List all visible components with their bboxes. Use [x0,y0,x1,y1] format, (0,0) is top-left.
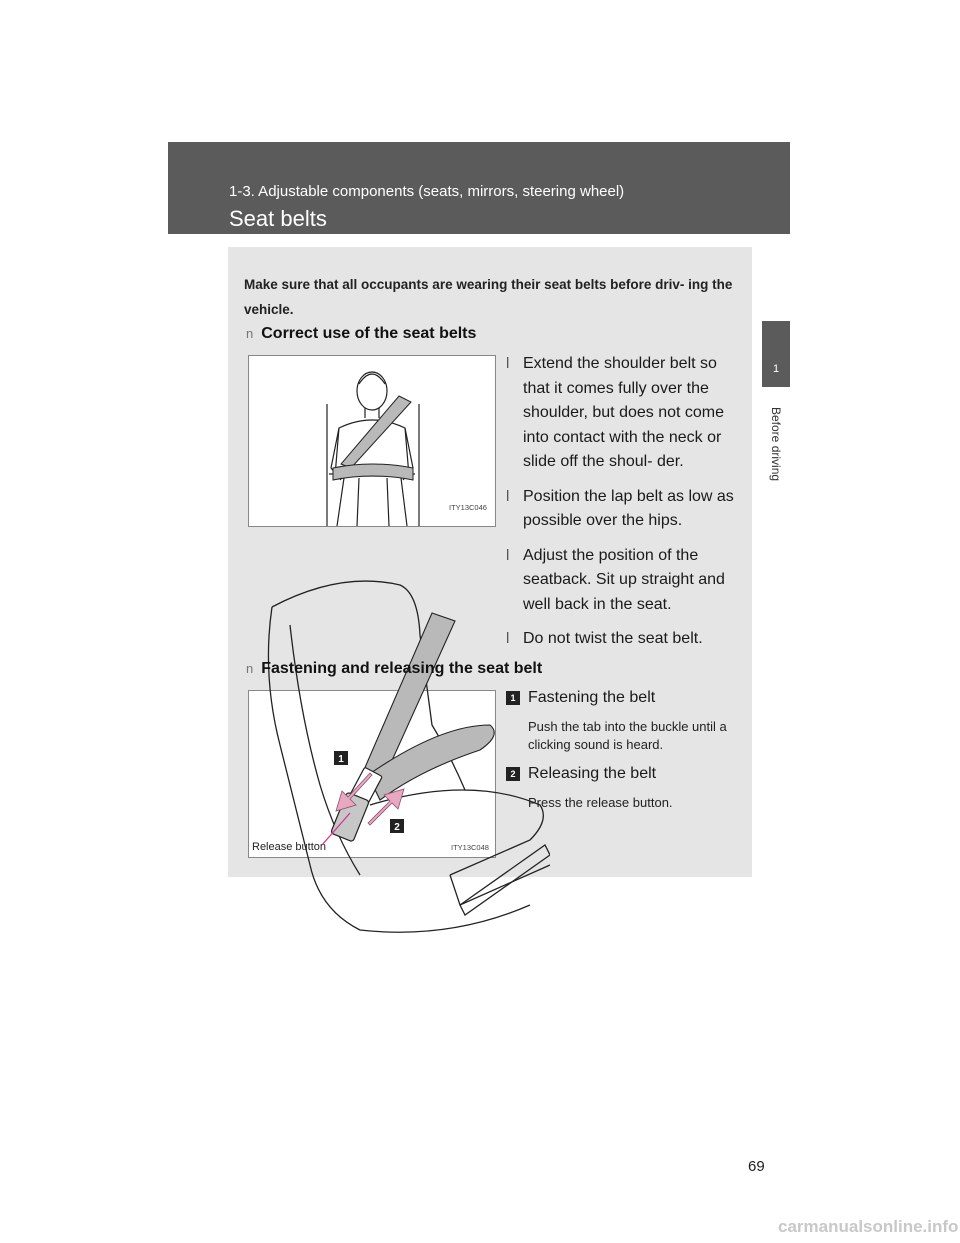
bullet-icon: l [506,546,510,564]
intro-text: Make sure that all occupants are wearing their seat belts before driv‑ ing the vehicle. [244,277,733,317]
figure-code: ITY13C046 [449,503,487,512]
bullet-icon: l [506,487,510,505]
step-description: Press the release button. [528,795,673,810]
heading-fastening [246,660,542,678]
step-title: Fastening the belt [528,689,656,706]
step-number-badge: 1 [506,691,520,705]
list-item [506,352,746,475]
figure-code: ITY13C048 [451,843,489,852]
bullet-text: Adjust the position of the seatback. Sit up straight and well back in the seat. [523,546,725,613]
step-description: Push the tab into the buckle until a clicking sound is heard. [528,719,727,752]
chapter-number: 1 [772,363,780,375]
list-item [506,485,746,534]
step-releasing [506,764,746,812]
release-button-label: Release button [252,841,326,853]
heading-marker: n [246,326,254,341]
heading-correct-use [246,325,476,343]
figure-seated-person [248,355,496,527]
bullet-text: Position the lap belt as low as possible over the hips. [523,487,734,529]
heading-label: Correct use of the seat belts [261,325,477,342]
bullet-icon: l [506,355,510,372]
page-title: Seat belts [229,206,327,231]
svg-text:2: 2 [394,822,400,833]
svg-text:1: 1 [338,754,344,765]
chapter-tab-label-area [762,387,790,547]
page-number: 69 [748,1158,765,1175]
bullet-icon: l [506,630,510,647]
seated-person-illustration [249,356,495,526]
seat-belt-illustration [250,575,550,935]
step-number-badge: 2 [506,767,520,781]
heading-marker: n [246,661,254,676]
heading-label: Fastening and releasing the seat belt [261,660,543,677]
step-title: Releasing the belt [528,765,657,782]
section-title: 1‑3. Adjustable components (seats, mirrors, steering wheel) [229,183,625,200]
bullet-text: Extend the shoulder belt so that it comes fully over the shoulder, but does not come into contact with the neck or slide off the shoul‑ der. [523,355,725,470]
chapter-label: Before driving [769,407,783,482]
step-fastening [506,688,746,754]
page-header [168,142,790,234]
chapter-tab[interactable] [762,321,790,387]
bullet-text: Do not twist the seat belt. [523,630,703,647]
watermark: carmanualsonline.info [778,1217,959,1236]
